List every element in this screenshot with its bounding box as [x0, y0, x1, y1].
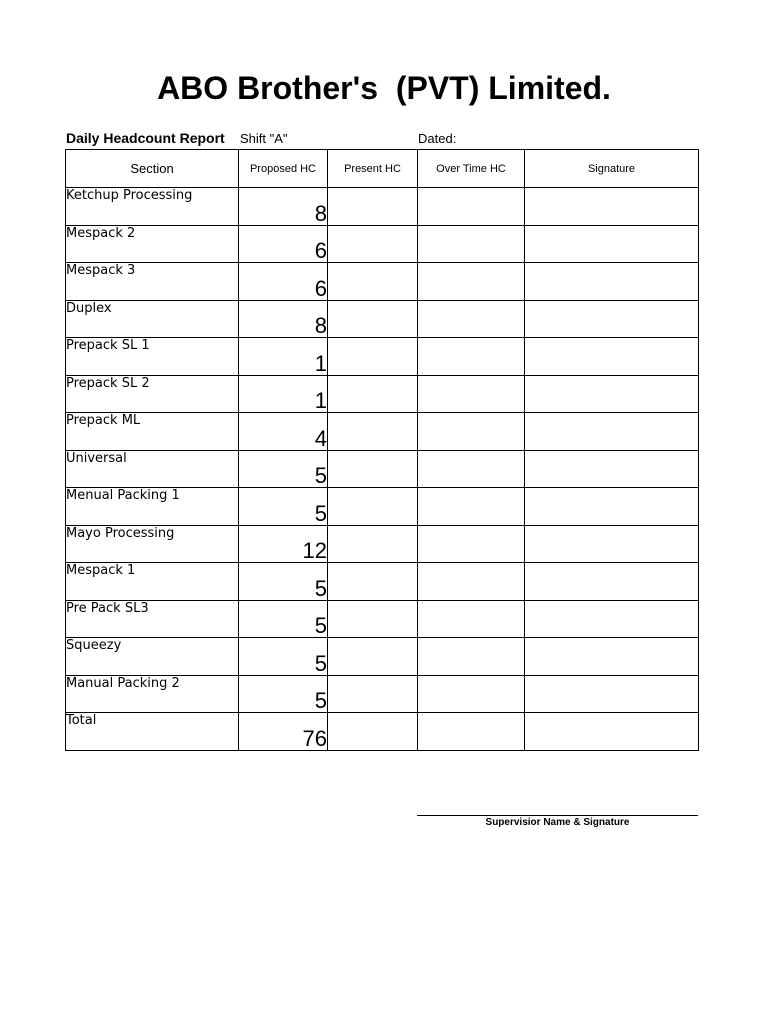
- table-row: [66, 600, 699, 638]
- section-cell: Universal: [66, 450, 239, 488]
- header-present-hc: Present HC: [328, 150, 418, 188]
- present-hc-cell[interactable]: [328, 675, 418, 713]
- section-cell: Mayo Processing: [66, 525, 239, 563]
- table-row: [66, 638, 699, 676]
- proposed-hc-cell: 6: [239, 225, 328, 263]
- proposed-hc-cell: 1: [239, 375, 328, 413]
- present-hc-cell[interactable]: [328, 188, 418, 226]
- proposed-hc-cell: 5: [239, 675, 328, 713]
- signature-cell[interactable]: [525, 375, 699, 413]
- proposed-hc-cell: 8: [239, 188, 328, 226]
- present-hc-cell[interactable]: [328, 488, 418, 526]
- header-signature: Signature: [525, 150, 699, 188]
- table-row: [66, 488, 699, 526]
- proposed-hc-cell: 4: [239, 413, 328, 451]
- present-hc-cell[interactable]: [328, 563, 418, 601]
- signature-cell[interactable]: [525, 675, 699, 713]
- present-hc-cell[interactable]: [328, 263, 418, 301]
- report-label: Daily Headcount Report: [66, 130, 225, 146]
- section-cell: Ketchup Processing: [66, 188, 239, 226]
- present-hc-cell[interactable]: [328, 375, 418, 413]
- present-hc-cell[interactable]: [328, 525, 418, 563]
- overtime-hc-cell[interactable]: [418, 188, 525, 226]
- present-hc-cell[interactable]: [328, 338, 418, 376]
- overtime-hc-cell[interactable]: [418, 675, 525, 713]
- section-cell: Mespack 2: [66, 225, 239, 263]
- overtime-hc-cell[interactable]: [418, 375, 525, 413]
- table-row: [66, 563, 699, 601]
- signature-cell[interactable]: [525, 600, 699, 638]
- section-cell: Mespack 1: [66, 563, 239, 601]
- present-hc-cell[interactable]: [328, 600, 418, 638]
- signature-cell[interactable]: [525, 413, 699, 451]
- proposed-hc-cell: 6: [239, 263, 328, 301]
- supervisor-signature-line: [417, 815, 698, 816]
- overtime-hc-cell[interactable]: [418, 338, 525, 376]
- supervisor-signature-label: Supervisior Name & Signature: [485, 817, 630, 828]
- signature-cell[interactable]: [525, 188, 699, 226]
- section-cell: Prepack SL 1: [66, 338, 239, 376]
- table-row: [66, 338, 699, 376]
- total-label-cell: Total: [66, 713, 239, 751]
- present-hc-cell[interactable]: [328, 638, 418, 676]
- signature-cell[interactable]: [525, 263, 699, 301]
- overtime-hc-cell[interactable]: [418, 225, 525, 263]
- signature-cell[interactable]: [525, 225, 699, 263]
- present-hc-cell[interactable]: [328, 713, 418, 751]
- section-cell: Prepack SL 2: [66, 375, 239, 413]
- signature-cell[interactable]: [525, 713, 699, 751]
- signature-cell[interactable]: [525, 338, 699, 376]
- proposed-hc-cell: 8: [239, 300, 328, 338]
- proposed-hc-cell: 5: [239, 638, 328, 676]
- signature-cell[interactable]: [525, 488, 699, 526]
- table-row: [66, 375, 699, 413]
- section-cell: Pre Pack SL3: [66, 600, 239, 638]
- table-row: [66, 413, 699, 451]
- present-hc-cell[interactable]: [328, 450, 418, 488]
- overtime-hc-cell[interactable]: [418, 263, 525, 301]
- table-row: [66, 450, 699, 488]
- overtime-hc-cell[interactable]: [418, 600, 525, 638]
- header-proposed-hc: Proposed HC: [239, 150, 328, 188]
- proposed-hc-cell: 5: [239, 488, 328, 526]
- signature-cell[interactable]: [525, 638, 699, 676]
- section-cell: Prepack ML: [66, 413, 239, 451]
- header-overtime-hc: Over Time HC: [418, 150, 525, 188]
- shift-label: Shift "A": [240, 131, 288, 146]
- section-cell: Menual Packing 1: [66, 488, 239, 526]
- proposed-hc-cell: 1: [239, 338, 328, 376]
- signature-cell[interactable]: [525, 450, 699, 488]
- present-hc-cell[interactable]: [328, 413, 418, 451]
- signature-cell[interactable]: [525, 300, 699, 338]
- table-row: [66, 263, 699, 301]
- overtime-hc-cell[interactable]: [418, 450, 525, 488]
- proposed-hc-cell: 5: [239, 450, 328, 488]
- section-cell: Manual Packing 2: [66, 675, 239, 713]
- section-cell: Duplex: [66, 300, 239, 338]
- table-row: [66, 300, 699, 338]
- dated-label: Dated:: [418, 131, 457, 146]
- proposed-hc-cell: 5: [239, 600, 328, 638]
- proposed-hc-cell: 12: [239, 525, 328, 563]
- table-row: [66, 675, 699, 713]
- total-row: [66, 713, 699, 751]
- section-cell: Squeezy: [66, 638, 239, 676]
- overtime-hc-cell[interactable]: [418, 525, 525, 563]
- signature-cell[interactable]: [525, 525, 699, 563]
- header-section: Section: [66, 150, 239, 188]
- table-row: [66, 525, 699, 563]
- table-row: [66, 188, 699, 226]
- overtime-hc-cell[interactable]: [418, 300, 525, 338]
- overtime-hc-cell[interactable]: [418, 488, 525, 526]
- table-row: [66, 225, 699, 263]
- present-hc-cell[interactable]: [328, 225, 418, 263]
- table-header-row: [66, 150, 699, 188]
- present-hc-cell[interactable]: [328, 300, 418, 338]
- total-proposed-hc-cell: 76: [239, 713, 328, 751]
- overtime-hc-cell[interactable]: [418, 638, 525, 676]
- document-title: ABO Brother's (PVT) Limited.: [157, 70, 611, 106]
- signature-cell[interactable]: [525, 563, 699, 601]
- overtime-hc-cell[interactable]: [418, 713, 525, 751]
- proposed-hc-cell: 5: [239, 563, 328, 601]
- overtime-hc-cell[interactable]: [418, 413, 525, 451]
- overtime-hc-cell[interactable]: [418, 563, 525, 601]
- headcount-table: [65, 149, 699, 751]
- section-cell: Mespack 3: [66, 263, 239, 301]
